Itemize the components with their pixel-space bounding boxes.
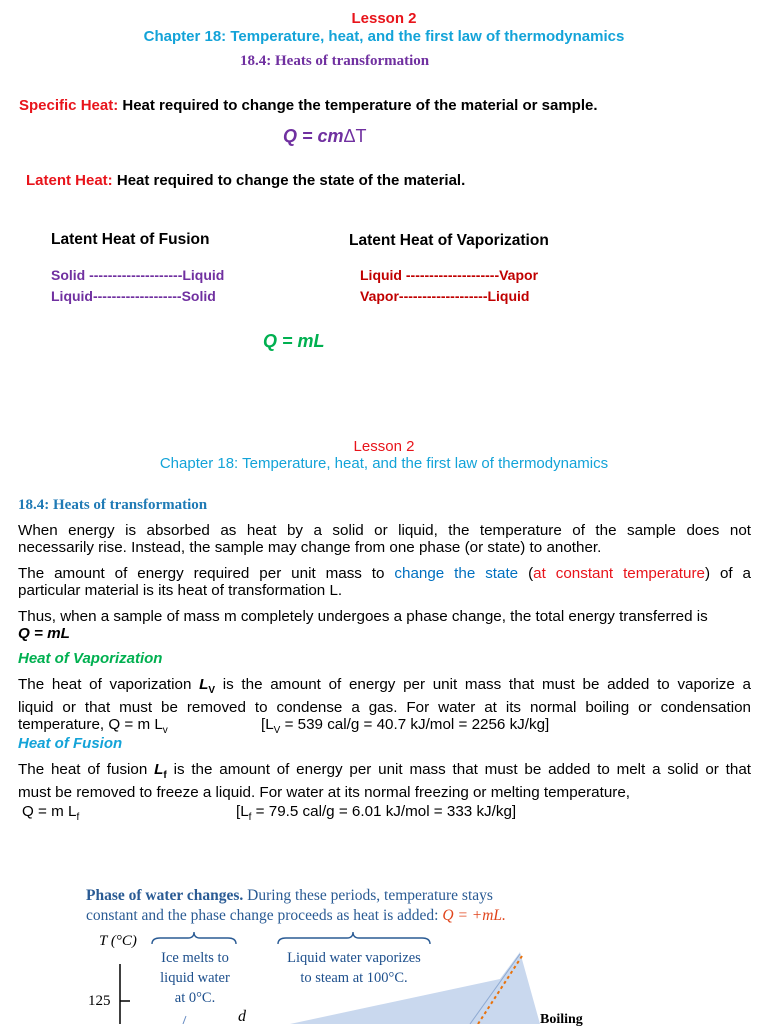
symbol-subscript: f bbox=[163, 770, 167, 782]
total-energy-formula: Q = mL bbox=[18, 625, 70, 642]
symbol-subscript: v bbox=[162, 725, 168, 737]
paragraph-line: Thus, when a sample of mass m completely undergoes a phase change, the total energy transferred is bbox=[18, 608, 708, 625]
figure-caption-bold: Phase of water changes. bbox=[86, 887, 244, 904]
figure-label-line: liquid water bbox=[160, 970, 230, 986]
ice-melts-brace bbox=[152, 932, 236, 944]
figure-tick-125: 125 bbox=[88, 993, 111, 1009]
paragraph-line bbox=[18, 761, 751, 784]
text-run: constant and the phase change proceeds as heat is added: bbox=[86, 907, 443, 924]
ice-melts-label bbox=[145, 948, 245, 1008]
specific-heat-label: Specific Heat: bbox=[19, 97, 119, 114]
paragraph-line bbox=[18, 565, 751, 582]
paragraph-fusion bbox=[18, 761, 751, 826]
latent-heat-definition: Heat required to change the state of the material. bbox=[112, 172, 466, 189]
vaporization-values bbox=[261, 716, 549, 739]
text-run: [L bbox=[236, 803, 249, 821]
paragraph-line: must be removed to freeze a liquid. For water at its normal freezing or melting temperature, bbox=[18, 784, 630, 802]
heat-of-vaporization-heading: Heat of Vaporization bbox=[18, 650, 163, 667]
symbol-subscript: V bbox=[273, 725, 281, 737]
specific-heat-formula-main: Q = cm bbox=[283, 126, 344, 146]
figure-label-line: to steam at 100°C. bbox=[300, 970, 408, 986]
paragraph-vaporization bbox=[18, 676, 751, 739]
specific-heat-definition: Heat required to change the temperature of the material or sample. bbox=[118, 97, 598, 114]
text-run: [L bbox=[261, 716, 274, 734]
paragraph-line bbox=[18, 676, 751, 699]
figure-small-mark bbox=[183, 1016, 186, 1024]
latent-heat-line bbox=[26, 172, 465, 189]
vaporization-title: Latent Heat of Vaporization bbox=[349, 232, 549, 249]
paragraph-heat-of-transformation bbox=[18, 565, 751, 599]
text-run: Q = m L bbox=[22, 803, 77, 821]
text-run: During these periods, temperature stays bbox=[243, 887, 493, 904]
text-run: is the amount of energy per unit mass that must be added to vaporize a bbox=[215, 676, 751, 693]
figure-boiling-label: Boiling bbox=[540, 1012, 583, 1027]
figure-caption-line-2 bbox=[86, 907, 506, 925]
specific-heat-formula-delta: ΔT bbox=[343, 126, 367, 146]
liquid-vaporizes-label bbox=[268, 948, 440, 988]
text-run: The amount of energy required per unit mass to bbox=[18, 565, 395, 582]
fusion-line-2: Liquid-------------------Solid bbox=[51, 288, 216, 304]
text-run: is the amount of energy per unit mass that must be added to melt a solid or that bbox=[166, 761, 751, 778]
figure-axis-label: T (°C) bbox=[99, 933, 137, 949]
figure-label-line: Ice melts to bbox=[161, 950, 229, 966]
symbol-subscript: V bbox=[208, 685, 216, 697]
liquid-vaporizes-brace bbox=[278, 932, 430, 944]
fusion-title: Latent Heat of Fusion bbox=[51, 231, 210, 248]
fusion-values bbox=[236, 803, 516, 826]
lesson-title-bottom: Lesson 2 bbox=[353, 438, 415, 455]
section-title-bottom: 18.4: Heats of transformation bbox=[18, 497, 208, 513]
latent-heat-formula: Q = mL bbox=[263, 331, 325, 351]
figure-caption-formula: Q = +mL. bbox=[442, 907, 506, 924]
section-title-top: 18.4: Heats of transformation bbox=[240, 53, 430, 69]
vapor-line-2: Vapor-------------------Liquid bbox=[360, 288, 530, 304]
latent-heat-label: Latent Heat: bbox=[26, 172, 113, 189]
change-the-state-text: change the state bbox=[394, 565, 519, 582]
chapter-title-bottom: Chapter 18: Temperature, heat, and the first law of thermodynamics bbox=[159, 455, 609, 472]
text-run: = 539 cal/g = 40.7 kJ/mol = 2256 kJ/kg] bbox=[280, 716, 550, 734]
vapor-line-1: Liquid --------------------Vapor bbox=[360, 267, 539, 283]
text-run: The heat of fusion bbox=[18, 761, 155, 778]
paragraph-line: When energy is absorbed as heat by a solid or liquid, the temperature of the sample does not bbox=[18, 522, 751, 539]
paragraph-line bbox=[18, 716, 751, 739]
symbol-lv: L bbox=[199, 676, 209, 693]
specific-heat-formula bbox=[283, 126, 367, 147]
paragraph-total-energy bbox=[18, 608, 751, 642]
text-run: temperature, Q = m L bbox=[18, 716, 163, 734]
paragraph-phase-change bbox=[18, 522, 751, 556]
symbol-lf: L bbox=[154, 761, 164, 778]
paragraph-line bbox=[18, 803, 751, 826]
paragraph-line: particular material is its heat of transformation L. bbox=[18, 582, 343, 599]
specific-heat-line bbox=[19, 97, 598, 114]
paragraph-line: liquid or that must be removed to condense a gas. For water at its normal boiling or condensation bbox=[18, 699, 751, 717]
text-run: ( bbox=[518, 565, 534, 582]
figure-point-d: d bbox=[238, 1008, 246, 1025]
heat-of-fusion-heading: Heat of Fusion bbox=[18, 735, 123, 752]
chapter-title-top: Chapter 18: Temperature, heat, and the first law of thermodynamics bbox=[143, 28, 625, 45]
figure-label-line: Liquid water vaporizes bbox=[287, 950, 421, 966]
text-run: = 79.5 cal/g = 6.01 kJ/mol = 333 kJ/kg] bbox=[251, 803, 517, 821]
figure-caption-line-1 bbox=[86, 887, 493, 905]
symbol-subscript: f bbox=[248, 812, 252, 824]
text-run: The heat of vaporization bbox=[18, 676, 200, 693]
figure-label-line: at 0°C. bbox=[174, 990, 216, 1006]
lesson-title-top: Lesson 2 bbox=[351, 10, 417, 27]
fusion-line-1: Solid --------------------Liquid bbox=[51, 267, 225, 283]
text-run: ) of a bbox=[704, 565, 751, 582]
symbol-subscript: f bbox=[76, 812, 80, 824]
paragraph-line: necessarily rise. Instead, the sample may change from one phase (or state) to another. bbox=[18, 539, 602, 556]
constant-temperature-text: at constant temperature bbox=[533, 565, 705, 582]
